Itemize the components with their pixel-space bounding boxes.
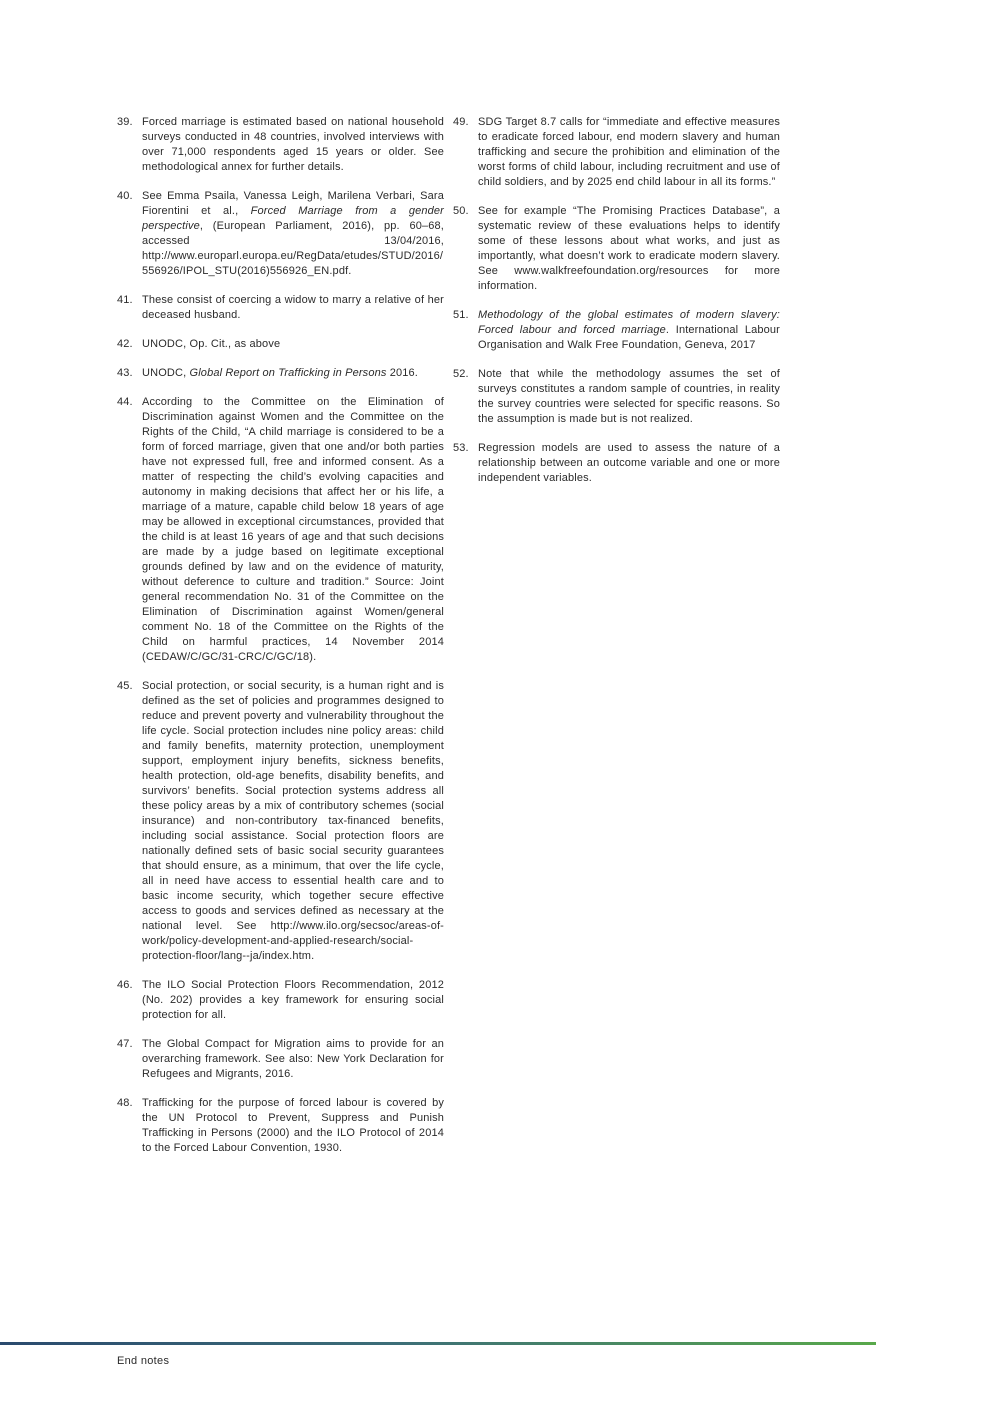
endnote-40: [117, 189, 444, 279]
endnote-text: These consist of coercing a widow to marry a relative of her deceased husband.: [142, 294, 444, 321]
endnote-52: [453, 367, 780, 427]
endnote-text: Methodology of the global estimates of modern slavery: Forced labour and forced marriage. International Labour Organisation and Walk Free Foundation, Geneva, 2017: [478, 309, 780, 351]
footer-divider: [0, 1342, 876, 1345]
endnote-number: 40.: [117, 190, 133, 202]
endnote-text: See Emma Psaila, Vanessa Leigh, Marilena Verbari, Sara Fiorentini et al., Forced Marriage from a gender perspective, (European Parliament, 2016), pp. 60–68, accessed 13/04/2016, http://www.europarl.europa.eu/RegData/etudes/STUD/2016/556926/IPOL_STU(2016)556926_EN.pdf.: [142, 190, 444, 277]
endnote-number: 48.: [117, 1097, 133, 1109]
endnote-number: 46.: [117, 979, 133, 991]
endnote-51: [453, 308, 780, 353]
endnote-number: 53.: [453, 442, 469, 454]
endnote-number: 52.: [453, 368, 469, 380]
endnotes-right-column: [453, 115, 780, 500]
endnote-text: Forced marriage is estimated based on national household surveys conducted in 48 countries, involved interviews with over 71,000 respondents aged 15 years or older. See methodological annex for further details.: [142, 116, 444, 173]
endnote-text: According to the Committee on the Elimination of Discrimination against Women and the Committee on the Rights of the Child, “A child marriage is considered to be a form of forced marriage, given that one and/or both parties have not expressed full, free and informed consent. As a matter of respecting the child’s evolving capacities and autonomy in making decisions that affect her or his life, a marriage of a mature, capable child below 18 years of age may be allowed in exceptional circumstances, provided that the child is at least 16 years of age and that such decisions are made by a judge based on legitimate exceptional grounds defined by law and on the evidence of maturity, without deference to culture and tradition.” Source: Joint general recommendation No. 31 of the Committee on the Elimination of Discrimination against Women/general comment No. 18 of the Committee on the Rights of the Child on harmful practices, 14 November 2014 (CEDAW/C/GC/31-CRC/C/GC/18).: [142, 396, 444, 663]
endnote-text: UNODC, Op. Cit., as above: [142, 338, 281, 350]
endnote-number: 41.: [117, 294, 133, 306]
endnote-number: 45.: [117, 680, 133, 692]
endnote-number: 47.: [117, 1038, 133, 1050]
endnote-text: The Global Compact for Migration aims to provide for an overarching framework. See also: New York Declaration for Refugees and Migrants, 2016.: [142, 1038, 444, 1080]
endnote-44: [117, 395, 444, 665]
endnote-47: [117, 1037, 444, 1082]
footer-section-label: End notes: [117, 1355, 170, 1367]
endnote-45: [117, 679, 444, 964]
endnote-43: [117, 366, 444, 381]
endnote-49: [453, 115, 780, 190]
endnote-53: [453, 441, 780, 486]
endnote-number: 51.: [453, 309, 469, 321]
endnote-text: Trafficking for the purpose of forced labour is covered by the UN Protocol to Prevent, Suppress and Punish Trafficking in Persons (2000) and the ILO Protocol of 2014 to the Forced Labour Convention, 1930.: [142, 1097, 444, 1154]
endnote-number: 43.: [117, 367, 133, 379]
endnote-46: [117, 978, 444, 1023]
endnote-42: [117, 337, 444, 352]
endnote-text: The ILO Social Protection Floors Recommendation, 2012 (No. 202) provides a key framework for ensuring social protection for all.: [142, 979, 444, 1021]
endnote-50: [453, 204, 780, 294]
endnote-text: Note that while the methodology assumes the set of surveys constitutes a random sample of countries, in reality the survey countries were selected for specific reasons. So the assumption is made but is not realized.: [478, 368, 780, 425]
endnotes-left-column: [117, 115, 444, 1170]
endnote-number: 42.: [117, 338, 133, 350]
endnote-39: [117, 115, 444, 175]
endnote-number: 49.: [453, 116, 469, 128]
endnote-48: [117, 1096, 444, 1156]
endnote-text: Regression models are used to assess the nature of a relationship between an outcome variable and one or more independent variables.: [478, 442, 780, 484]
endnote-text: UNODC, Global Report on Trafficking in Persons 2016.: [142, 367, 418, 379]
endnote-text: See for example “The Promising Practices Database”, a systematic review of these evaluations helps to identify some of these lessons about what works, and just as importantly, what doesn’t work to eradicate modern slavery. See www.walkfreefoundation.org/resources for more information.: [478, 205, 780, 292]
endnote-number: 44.: [117, 396, 133, 408]
endnote-text: SDG Target 8.7 calls for “immediate and effective measures to eradicate forced labour, end modern slavery and human trafficking and secure the prohibition and elimination of the worst forms of child labour, including recruitment and use of child soldiers, and by 2025 end child labour in all its forms.”: [478, 116, 780, 188]
endnote-number: 50.: [453, 205, 469, 217]
endnote-41: [117, 293, 444, 323]
endnote-number: 39.: [117, 116, 133, 128]
endnote-text: Social protection, or social security, is a human right and is defined as the set of policies and programmes designed to reduce and prevent poverty and vulnerability throughout the life cycle. Social protection includes nine policy areas: child and family benefits, maternity protection, unemployment support, employment injury benefits, sickness benefits, health protection, old-age benefits, disability benefits, and survivors’ benefits. Social protection systems address all these policy areas by a mix of contributory schemes (social insurance) and non-contributory tax-financed benefits, including social assistance. Social protection floors are nationally defined sets of basic social security guarantees that should ensure, as a minimum, that over the life cycle, all in need have access to essential health care and to basic income security, which together secure effective access to goods and services defined as necessary at the national level. See http://www.ilo.org/secsoc/areas-of-work/policy-development-and-applied-research/social-protection-floor/lang--ja/index.htm.: [142, 680, 444, 962]
